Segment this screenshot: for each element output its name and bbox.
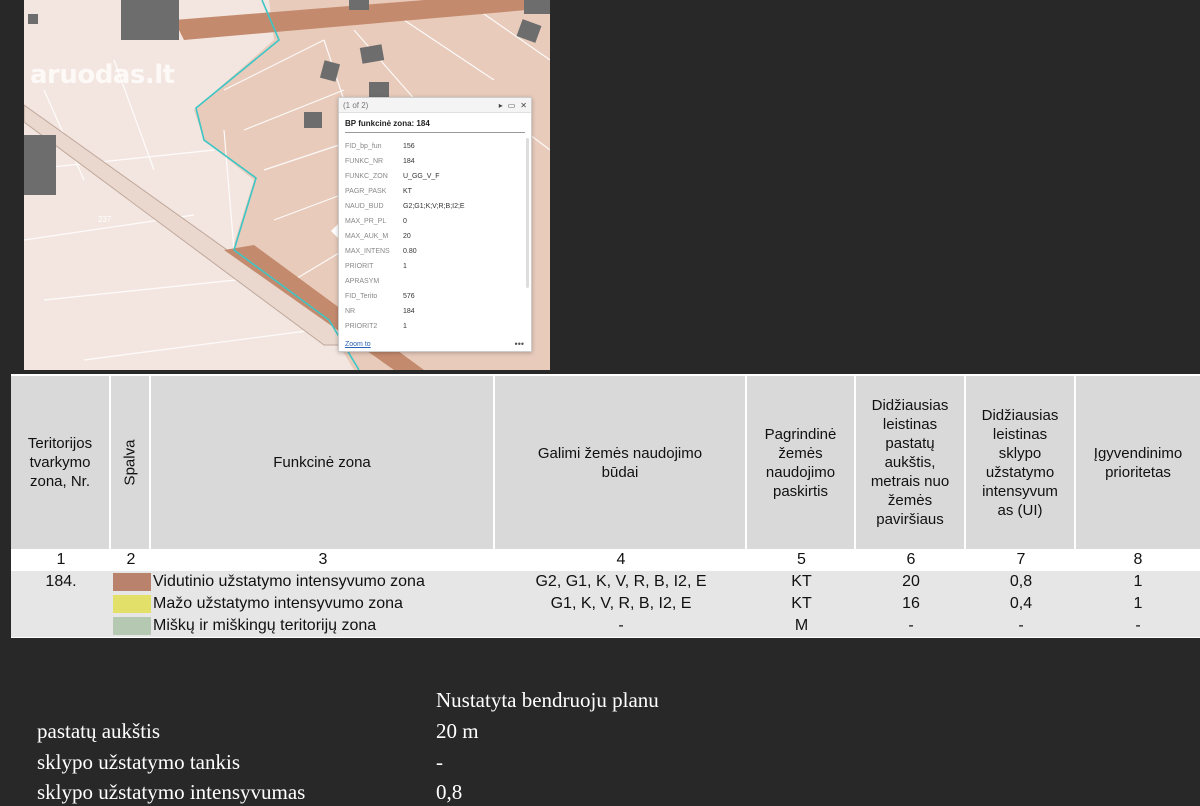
function-zone-name: Miškų ir miškingų teritorijų zona xyxy=(153,617,377,634)
summary-label-density: sklypo užstatymo tankis xyxy=(37,750,240,774)
function-zone-name: Vidutinio užstatymo intensyvumo zona xyxy=(153,573,425,590)
summary-value-intensity: 0,8 xyxy=(436,780,463,804)
attribute-key: FUNKC_ZON xyxy=(345,173,388,180)
popup-attribute-row xyxy=(345,289,525,304)
cell-ui: - xyxy=(1018,617,1024,634)
column-number-row xyxy=(11,551,1200,569)
cell-purpose: KT xyxy=(791,595,812,612)
attribute-key: MAX_PR_PL xyxy=(345,218,387,225)
table-row xyxy=(11,593,1200,615)
parcel-label: 237 xyxy=(98,215,112,224)
attribute-key: NR xyxy=(345,308,356,315)
cell-uses: - xyxy=(618,617,624,634)
header-land-uses xyxy=(495,376,747,549)
header-land-uses-label: Galimi žemės naudojimo būdai xyxy=(537,444,703,481)
header-zone-nr-label: Teritorijos tvarkymo zona, Nr. xyxy=(27,435,93,490)
popup-attribute-row xyxy=(345,304,525,319)
popup-attribute-row xyxy=(345,154,525,169)
next-feature-icon[interactable]: ▸ xyxy=(498,100,503,110)
attribute-key: FUNKC_NR xyxy=(345,158,384,165)
popup-attribute-row xyxy=(345,214,525,229)
summary-label-intensity: sklypo užstatymo intensyvumas xyxy=(37,780,306,804)
summary-header: Nustatyta bendruoju planu xyxy=(436,688,659,712)
cell-height: 20 xyxy=(902,573,920,590)
header-color-label: Spalva xyxy=(121,439,139,486)
popup-header xyxy=(339,98,531,113)
attribute-value: KT xyxy=(403,188,412,195)
popup-attribute-list xyxy=(339,139,531,334)
header-priority-label: Įgyvendinimo prioritetas xyxy=(1093,444,1183,481)
header-main-purpose xyxy=(747,376,856,549)
map-screenshot xyxy=(24,0,550,370)
header-max-intensity-label: Didžiausias leistinas sklypo užstatymo intensyvum as (UI) xyxy=(981,406,1059,519)
cell-priority: 1 xyxy=(1133,595,1143,612)
attribute-key: FID_Terito xyxy=(345,293,378,300)
close-icon[interactable]: ✕ xyxy=(520,100,527,110)
attribute-value: 576 xyxy=(403,293,415,300)
popup-attribute-row xyxy=(345,244,525,259)
function-zone-name: Mažo užstatymo intensyvumo zona xyxy=(153,595,403,612)
popup-title: BP funkcinė zona: 184 xyxy=(345,119,430,128)
popup-attribute-row xyxy=(345,229,525,244)
header-function-zone xyxy=(151,376,495,549)
attribute-value: 156 xyxy=(403,143,415,150)
zone-number: 184. xyxy=(45,573,77,590)
header-max-intensity xyxy=(966,376,1076,549)
table-row xyxy=(11,615,1200,637)
more-options-icon[interactable]: ••• xyxy=(514,339,524,349)
header-max-height-label: Didžiausias leistinas pastatų aukštis, metrais nuo žemės paviršiaus xyxy=(870,397,950,528)
summary-label-height: pastatų aukštis xyxy=(37,719,161,743)
column-number: 8 xyxy=(1133,551,1143,568)
popup-divider xyxy=(345,132,525,133)
header-priority xyxy=(1076,376,1200,549)
header-function-zone-label: Funkcinė zona xyxy=(273,454,371,471)
attribute-key: MAX_AUK_M xyxy=(345,233,389,240)
popup-scrollbar[interactable] xyxy=(526,138,529,288)
header-zone-nr xyxy=(11,376,111,549)
cell-purpose: KT xyxy=(791,573,812,590)
column-number: 6 xyxy=(906,551,916,568)
column-number: 3 xyxy=(318,551,328,568)
color-swatch xyxy=(113,617,151,635)
column-number: 2 xyxy=(126,551,136,568)
attribute-key: PRIORIT xyxy=(345,263,374,270)
header-max-height xyxy=(856,376,966,549)
attribute-value: 0 xyxy=(403,218,407,225)
summary-value-height: 20 m xyxy=(436,719,479,743)
cell-ui: 0,4 xyxy=(1009,595,1033,612)
cell-priority: 1 xyxy=(1133,573,1143,590)
attribute-value: 184 xyxy=(403,158,415,165)
attribute-value: U_GG_V_F xyxy=(403,173,440,180)
popup-attribute-row xyxy=(345,274,525,289)
header-main-purpose-label: Pagrindinė žemės naudojimo paskirtis xyxy=(764,425,837,500)
attribute-value: 184 xyxy=(403,308,415,315)
attribute-key: PRIORIT2 xyxy=(345,323,378,330)
zoning-table xyxy=(11,374,1200,638)
cell-uses: G1, K, V, R, B, I2, E xyxy=(550,595,692,612)
cell-priority: - xyxy=(1135,617,1141,634)
attribute-key: APRASYM xyxy=(345,278,380,285)
popup-pager: (1 of 2) xyxy=(343,100,369,110)
header-color xyxy=(111,376,151,549)
cell-height: - xyxy=(908,617,914,634)
watermark xyxy=(30,60,175,90)
cell-purpose: M xyxy=(794,617,809,634)
column-number: 1 xyxy=(56,551,66,568)
popup-attribute-row xyxy=(345,259,525,274)
cell-height: 16 xyxy=(902,595,920,612)
cell-uses: G2, G1, K, V, R, B, I2, E xyxy=(535,573,707,590)
table-row xyxy=(11,571,1200,593)
attribute-value: G2;G1;K;V;R;B;I2;E xyxy=(403,203,465,210)
attribute-value: 1 xyxy=(403,323,407,330)
attribute-value: 20 xyxy=(403,233,411,240)
popup-attribute-row xyxy=(345,319,525,334)
popup-pointer xyxy=(331,224,338,238)
column-number: 5 xyxy=(797,551,806,568)
cell-ui: 0,8 xyxy=(1009,573,1033,590)
popup-attribute-row xyxy=(345,184,525,199)
attribute-key: MAX_INTENS xyxy=(345,248,390,255)
summary-value-density: - xyxy=(436,750,443,774)
popup-attribute-row xyxy=(345,199,525,214)
attribute-value: 1 xyxy=(403,263,407,270)
attribute-key: PAGR_PASK xyxy=(345,188,387,195)
feature-popup xyxy=(338,97,532,352)
popup-attribute-row xyxy=(345,139,525,154)
watermark-text: aruodas.lt xyxy=(30,60,175,90)
attribute-value: 0.80 xyxy=(403,248,417,255)
color-swatch xyxy=(113,595,151,613)
popup-attribute-row xyxy=(345,169,525,184)
zoom-to-link[interactable]: Zoom to xyxy=(345,341,371,348)
column-number: 7 xyxy=(1016,551,1026,568)
maximize-icon[interactable]: ▭ xyxy=(507,100,516,110)
table-header xyxy=(11,376,1200,549)
attribute-key: NAUD_BUD xyxy=(345,203,384,210)
column-number: 4 xyxy=(616,551,626,568)
color-swatch xyxy=(113,573,151,591)
attribute-key: FID_bp_fun xyxy=(345,143,382,150)
